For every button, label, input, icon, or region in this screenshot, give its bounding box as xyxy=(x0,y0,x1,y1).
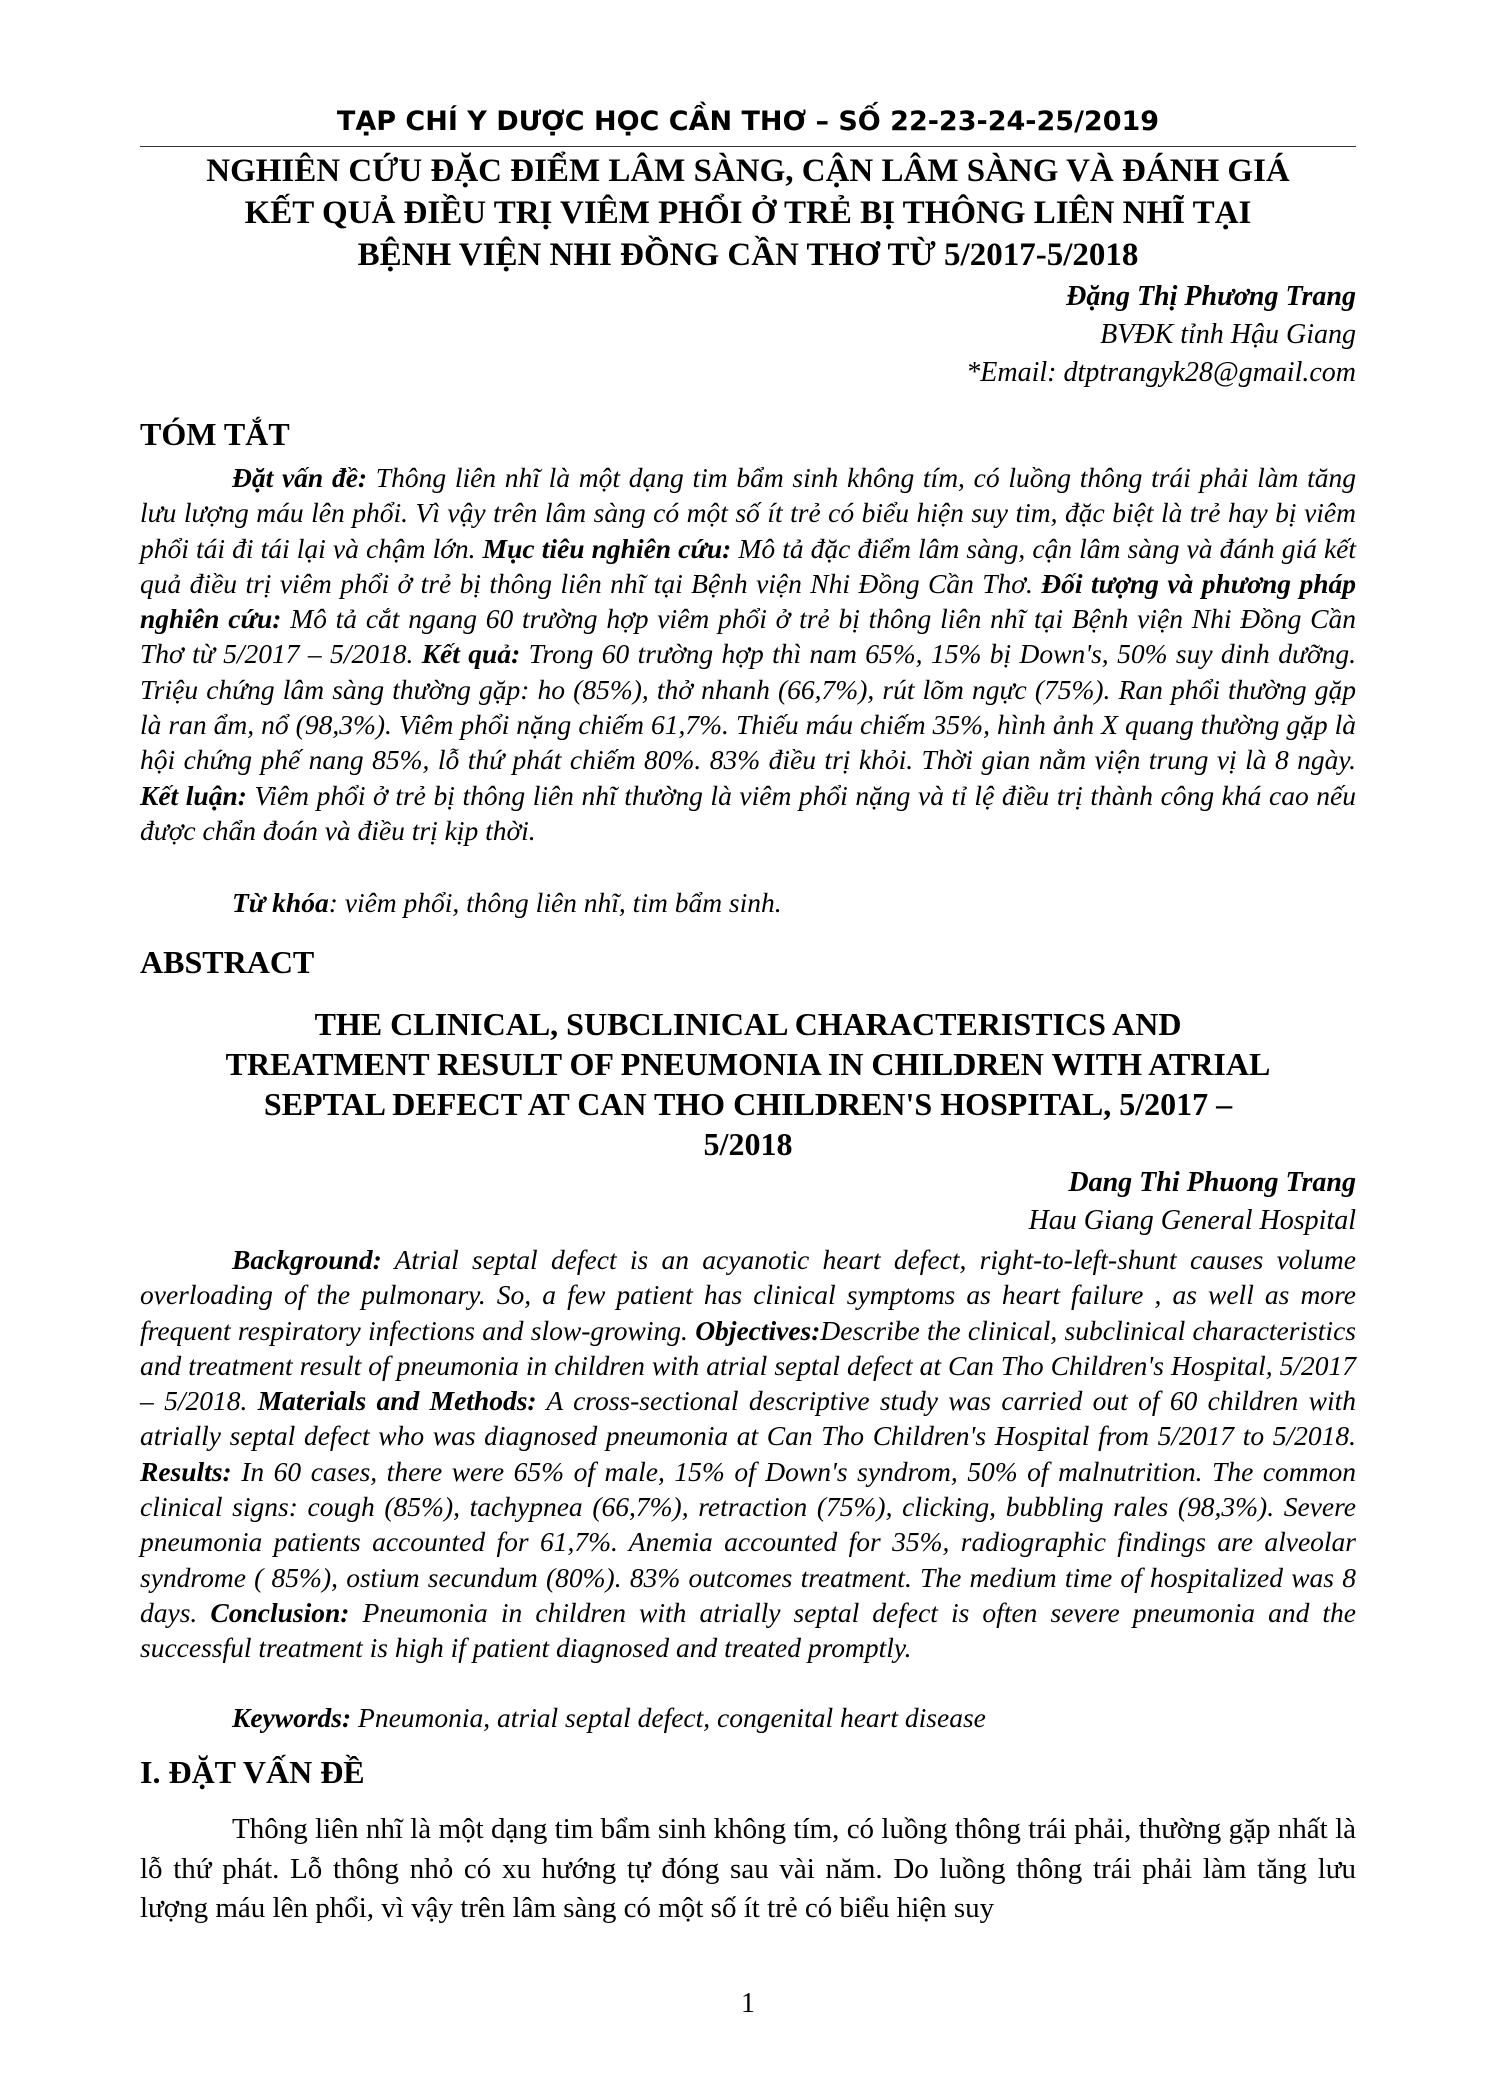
section-1-text: Thông liên nhĩ là một dạng tim bẩm sinh không tím, có luồng thông trái phải, thường gặp nhất là lỗ thứ phát. Lỗ thông nhỏ có xu hướng tự đóng sau vài năm. Do luồng thông trái phải làm tăng lưu lượng máu lên phổi, vì vậy trên lâm sàng có một số ít trẻ có biểu hiện suy xyxy=(140,1813,1356,1924)
label-methods-vn: Đối tượng và phương pháp nghiên cứu: xyxy=(140,567,1356,635)
text-conclusion-en: Pneumonia in children with atrially septal defect is often severe pneumonia and the successful treatment is high if patient diagnosed and treated promptly. xyxy=(140,1596,1356,1664)
label-background-vn: Đặt vấn đề: xyxy=(232,462,368,493)
text-methods-vn: Mô tả cắt ngang 60 trường hợp viêm phổi ở trẻ bị thông liên nhĩ tại Bệnh viện Nhi Đồng Cần Thơ từ 5/2017 – 5/2018. xyxy=(140,603,1356,670)
keywords-en xyxy=(140,1700,1356,1735)
text-conclusion-vn: Viêm phổi ở trẻ bị thông liên nhĩ thường là viêm phổi nặng và tỉ lệ điều trị thành công khá cao nếu được chẩn đoán và điều trị kịp thời. xyxy=(140,779,1356,846)
author-name-vn: Đặng Thị Phương Trang xyxy=(1066,281,1356,312)
text-keywords-en: Pneumonia, atrial septal defect, congenital heart disease xyxy=(351,1702,986,1733)
label-objectives-vn: Mục tiêu nghiên cứu: xyxy=(475,532,732,564)
title-en-line-3: SEPTAL DEFECT AT CAN THO CHILDREN'S HOSPITAL, 5/2017 – xyxy=(263,1086,1233,1122)
paper-title-vn xyxy=(140,150,1356,276)
label-results-en: Results: xyxy=(140,1455,232,1487)
text-objectives-en: Describe the clinical, subclinical characteristics and treatment result of pneumonia in children with atrial septal defect at Can Tho Children's Hospital, 5/2017 – 5/2018. xyxy=(140,1314,1356,1417)
header-rule xyxy=(140,146,1356,147)
text-objectives-vn: Mô tả đặc điểm lâm sàng, cận lâm sàng và đánh giá kết quả điều trị viêm phổi ở trẻ bị thông liên nhĩ tại Bệnh viện Nhi Đồng Cần Thơ. xyxy=(140,532,1356,599)
author-affiliation-en: Hau Giang General Hospital xyxy=(1028,1205,1356,1236)
title-en-line-2: TREATMENT RESULT OF PNEUMONIA IN CHILDREN WITH ATRIAL xyxy=(225,1046,1271,1082)
label-objectives-en: Objectives: xyxy=(687,1314,821,1346)
journal-header: TẠP CHÍ Y DƯỢC HỌC CẦN THƠ – SỐ 22-23-24-25/2019 xyxy=(336,106,1160,137)
page-number: 1 xyxy=(741,1988,755,2019)
summary-paragraph-vn xyxy=(140,460,1356,848)
text-keywords-vn: : viêm phổi, thông liên nhĩ, tim bẩm sinh. xyxy=(328,887,782,918)
label-keywords-vn: Từ khóa xyxy=(232,887,329,918)
summary-heading-vn: TÓM TẮT xyxy=(140,416,290,452)
text-background-en: Atrial septal defect is an acyanotic heart defect, right-to-left-shunt causes volume overloading of the pulmonary. So, a few patient has clinical symptoms as heart failure , as well as more frequent respiratory infections and slow-growing. xyxy=(140,1244,1356,1346)
label-methods-en: Materials and Methods: xyxy=(247,1385,537,1417)
abstract-heading: ABSTRACT xyxy=(140,944,315,980)
author-email: *Email: dtptrangyk28@gmail.com xyxy=(966,357,1356,388)
label-conclusion-vn: Kết luận: xyxy=(140,779,247,811)
author-block-en xyxy=(140,1164,1356,1240)
text-methods-en: A cross-sectional descriptive study was carried out of 60 children with atrially septal defect who was diagnosed pneumonia at Can Tho Children's Hospital from 5/2017 to 5/2018. xyxy=(140,1385,1357,1452)
label-keywords-en: Keywords: xyxy=(232,1702,352,1733)
text-results-vn: Trong 60 trường hợp thì nam 65%, 15% bị Down's, 50% suy dinh dưỡng. Triệu chứng lâm sàng thường gặp: ho (85%), thở nhanh (66,7%), rút lõm ngực (75%). Ran phổi thường gặp là ran ẩm, nổ (98,3%). Viêm phổi nặng chiếm 61,7%. Thiếu máu chiếm 35%, hình ảnh X quang thường gặp là hội chứng phế nang 85%, lỗ thứ phát chiếm 80%. 83% điều trị khỏi. Thời gian nằm viện trung vị là 8 ngày. xyxy=(140,638,1356,776)
title-vn-line-3: BỆNH VIỆN NHI ĐỒNG CẦN THƠ TỪ 5/2017-5/2018 xyxy=(357,237,1139,273)
abstract-paragraph-en xyxy=(140,1242,1356,1666)
label-results-vn: Kết quả: xyxy=(413,638,521,670)
label-background-en: Background: xyxy=(232,1244,382,1275)
title-en-line-1: THE CLINICAL, SUBCLINICAL CHARACTERISTICS AND xyxy=(314,1006,1182,1042)
text-background-vn: Thông liên nhĩ là một dạng tim bẩm sinh không tím, có luồng thông trái phải làm tăng lưu lượng máu lên phổi. Vì vậy trên lâm sàng có một số ít trẻ có biểu hiện suy tim, đặc biệt là trẻ hay bị viêm phổi tái đi tái lại và chậm lớn. xyxy=(140,462,1357,564)
author-block-vn xyxy=(140,278,1356,392)
label-conclusion-en: Conclusion: xyxy=(197,1596,350,1628)
title-en-line-4: 5/2018 xyxy=(703,1126,793,1162)
author-name-en: Dang Thi Phuong Trang xyxy=(1068,1167,1356,1198)
paper-title-en xyxy=(140,1004,1356,1164)
title-vn-line-1: NGHIÊN CỨU ĐẶC ĐIỂM LÂM SÀNG, CẬN LÂM SÀNG VÀ ĐÁNH GIÁ xyxy=(206,153,1290,189)
keywords-vn xyxy=(140,885,1356,920)
text-results-en: In 60 cases, there were 65% of male, 15% of Down's syndrom, 50% of malnutrition. The common clinical signs: cough (85%), tachypnea (66,7%), retraction (75%), clicking, bubbling rales (98,3%). Severe pneumonia patients accounted for 61,7%. Anemia accounted for 35%, radiographic findings are alveolar syndrome ( 85%), ostium secundum (80%). 83% outcomes treatment. The medium time of hospitalized was 8 days. xyxy=(140,1455,1356,1628)
section-1-heading: I. ĐẶT VẤN ĐỀ xyxy=(140,1754,365,1790)
author-affiliation-vn: BVĐK tỉnh Hậu Giang xyxy=(1100,319,1356,350)
title-vn-line-2: KẾT QUẢ ĐIỀU TRỊ VIÊM PHỔI Ở TRẺ BỊ THÔNG LIÊN NHĨ TẠI xyxy=(244,195,1252,231)
